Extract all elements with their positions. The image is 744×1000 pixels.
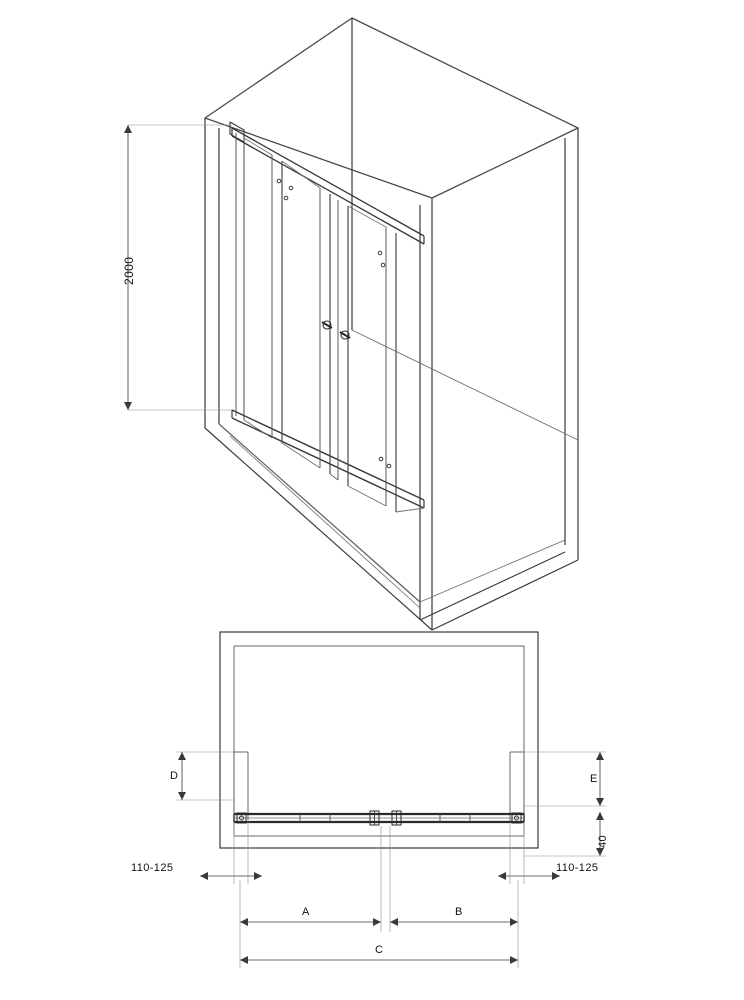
dimension-label-left-range: 110-125 (131, 862, 174, 874)
dimension-label-40: 40 (597, 834, 609, 848)
dimension-label-right-range: 110-125 (556, 862, 599, 874)
dimension-label-c: C (375, 944, 384, 956)
dimension-label-b: B (455, 906, 463, 918)
dimension-label-d: D (170, 770, 179, 782)
dimension-label-e: E (590, 773, 598, 785)
dimension-label-a: A (302, 906, 310, 918)
dimension-label-height: 2000 (122, 256, 136, 285)
